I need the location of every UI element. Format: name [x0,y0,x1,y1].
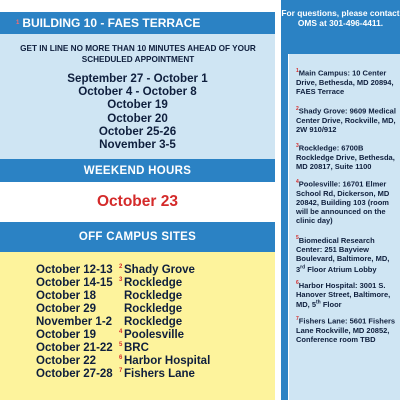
location-address: Biomedical Research Center: 251 Bayview Boulevard, Baltimore, MD, 3rd Floor Atrium Lobby [296,235,390,274]
weekend-panel [0,182,275,222]
site-number: 3 [119,277,123,283]
site-dates: November 1-2 [36,316,113,328]
location-address: Harbor Hospital: 3001 S. Hanover Street, Baltimore, MD, 5th Floor [296,280,391,310]
weekend-hours-header [0,159,275,182]
site-dates: October 19 [36,329,97,341]
site-name: Rockledge [124,303,183,315]
location-entry [296,234,399,274]
site-dates: October 22 [36,355,97,367]
location-address: Fishers Lane: 5601 Fishers Lane Rockville, MD 20852, Conference room TBD [296,316,396,344]
site-row [0,342,275,355]
site-row [0,277,275,290]
faes-date: October 4 - October 8 [78,85,197,99]
off-campus-title: OFF CAMPUS SITES [78,231,197,243]
site-name: Rockledge [124,316,183,328]
location-number: 6 [296,280,299,286]
site-dates: October 14-15 [36,277,113,289]
location-number: 5 [296,235,299,241]
building-10-header [0,12,275,34]
location-number: 4 [296,179,299,185]
off-campus-panel [0,252,275,400]
location-address: Shady Grove: 9609 Medical Center Drive, Rockville, MD, 2W 910/912 [296,106,396,134]
location-number: 1 [16,20,20,26]
site-dates: October 27-28 [36,368,113,380]
site-number: 2 [119,264,123,270]
site-name: Shady Grove [124,264,195,276]
location-entry [296,178,399,226]
weekend-hours-title: WEEKEND HOURS [83,164,192,177]
site-row [0,355,275,368]
site-name: Rockledge [124,277,183,289]
site-name: Harbor Hospital [124,355,211,367]
faes-date: September 27 - October 1 [67,72,208,85]
site-row [0,290,275,303]
location-number: 7 [296,316,299,322]
location-address: Rockledge: 6700B Rockledge Drive, Bethesda, MD 20817, Suite 1100 [296,143,395,171]
faes-terrace-panel [0,34,275,159]
location-number: 1 [296,68,299,74]
site-dates: October 12-13 [36,264,113,276]
location-entry [296,67,399,96]
weekend-date: October 23 [97,193,178,210]
site-number: 5 [119,342,123,348]
location-entry [296,142,399,171]
site-dates: October 21-22 [36,342,113,354]
appointment-instruction: GET IN LINE NO MORE THAN 10 MINUTES AHEAD OF YOUR SCHEDULED APPOINTMENT [20,44,256,64]
site-name: Fishers Lane [124,368,195,380]
faes-dates-list [0,72,275,151]
faes-date: November 3-5 [99,138,176,152]
location-address: Poolesville: 16701 Elmer School Rd, Dickerson, MD 20842, Building 103 (room will be announced on the clinic day) [296,179,390,226]
info-column [281,0,400,400]
location-number: 3 [296,143,299,149]
location-entry [296,279,399,310]
site-number: 6 [119,355,123,361]
site-row [0,368,275,381]
off-campus-header [0,222,275,252]
site-number: 4 [119,329,123,335]
site-row [0,264,275,277]
site-row [0,329,275,342]
location-number: 2 [296,106,299,112]
site-name: BRC [124,342,149,354]
site-row [0,316,275,329]
contact-note: For questions, please contact OMS at 301-496-4411. [281,8,400,28]
faes-date: October 20 [107,111,168,125]
site-name: Poolesville [124,329,185,341]
locations-panel [288,54,400,400]
site-dates: October 29 [36,303,97,315]
site-dates: October 18 [36,290,97,302]
site-name: Rockledge [124,290,183,302]
location-entry [296,105,399,134]
building-10-title: BUILDING 10 - FAES TERRACE [22,16,201,30]
location-address: Main Campus: 10 Center Drive, Bethesda, MD 20894, FAES Terrace [296,68,394,96]
site-row [0,303,275,316]
faes-date: October 19 [107,98,168,112]
site-number: 7 [119,368,123,374]
faes-date: October 25-26 [98,124,177,138]
location-entry [296,315,399,344]
